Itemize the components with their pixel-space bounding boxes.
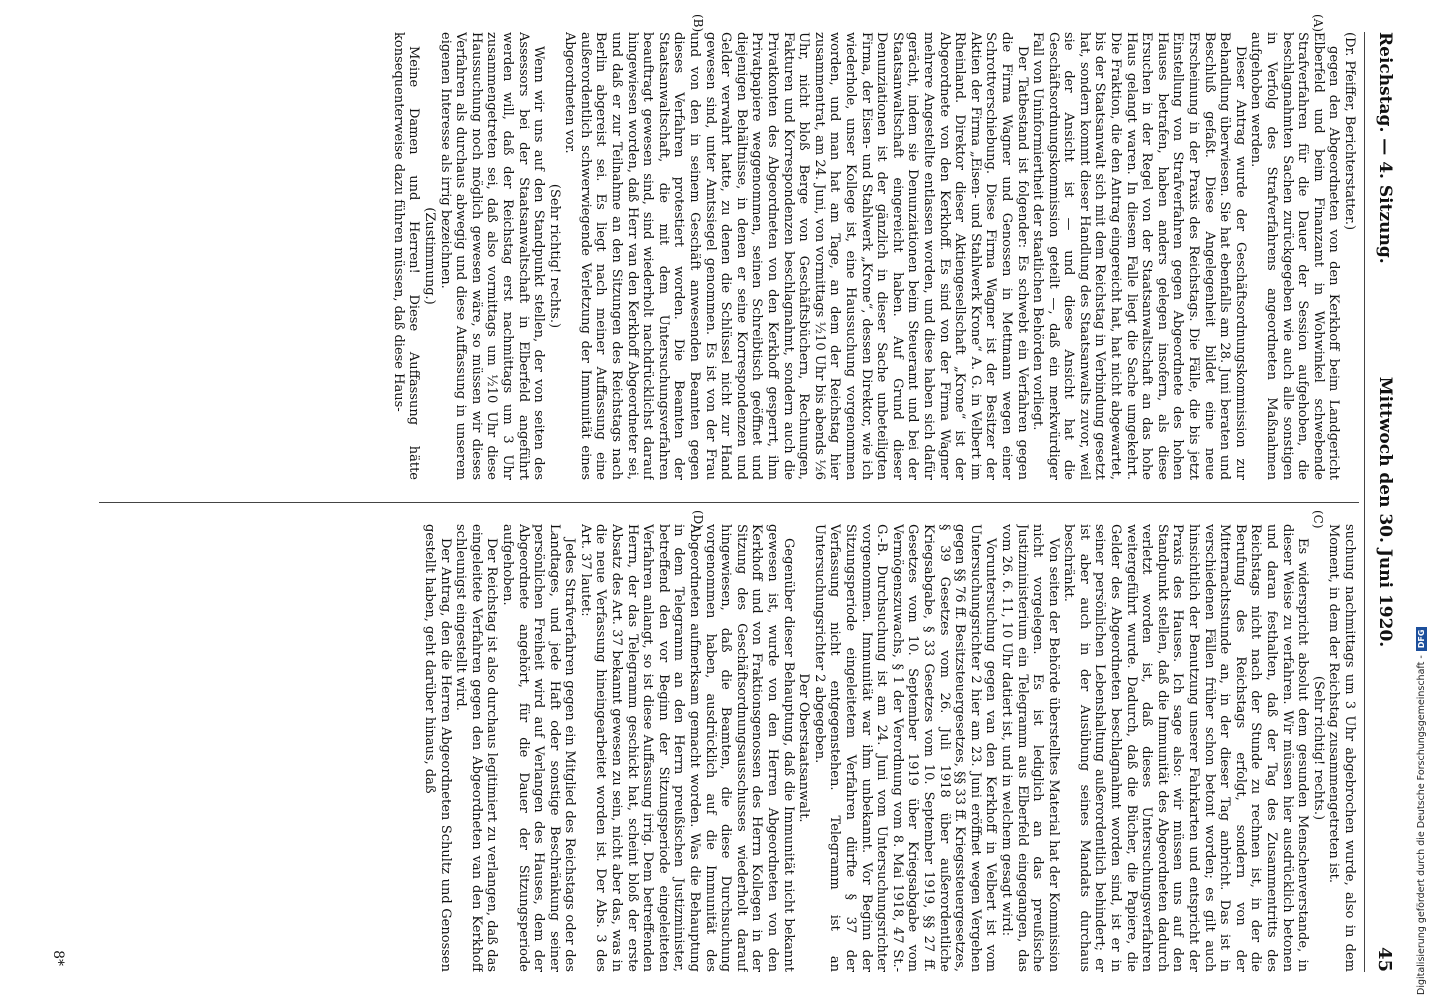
paragraph: Voruntersuchung gegen van den Kerkhoff in Velbert ist vom Untersuchungsrichter 2 hier am 23. Juni eröffnet wegen Vergehen gegen §§ 76 ff. Besitzsteuergesetzes, §§ 33 ff. Kriegssteuergesetzes, § 39 Gesetzes vom 26. Juli 1918 über außerordentliche Kriegsabgabe, § 33 Gesetzes vom 10. September 1919, §§ 27 ff. Gesetzes vom 10. September 1919 über Kriegsabgabe vom Vermögenszuwachs, § 1 der Verordnung vom 8. Mai 1918, 47 St.-G.-B. Durchsuchung ist am 24. Juni vom Untersuchungsrichter vorgenommen. Immunität war ihm unbekannt. Vor Beginn der Sitzungsperiode eingeleitetem Verfahren dürfte § 37 der Verfassung nicht entgegenstehen. Telegramm ist an Untersuchungsrichter 2 abgegeben. bbox=[811, 524, 999, 972]
margin-letter-d: (D) bbox=[691, 510, 705, 529]
margin-letter-c: (C) bbox=[1311, 510, 1325, 529]
running-header bbox=[1369, 32, 1395, 972]
paragraph: (Sehr richtig! rechts.) bbox=[1310, 675, 1326, 821]
paragraph: Der Antrag, den die Herren Abgeordneten Schultz und Genossen gestellt haben, geht darüber hinaus, daß bbox=[421, 524, 453, 972]
paragraph: Dieser Antrag wurde der Geschäftsordnungskommission zur Behandlung überwiesen. Sie hat ebenfalls am 28. Juni beraten und Beschluß gefaßt. Diese Angelegenheit bildet eine neue Erscheinung in der Praxis des Reichstags. Die Fälle, die bis jetzt Einstellung von Strafverfahren gegen Abgeordnete des hohen Hauses betrafen, haben anders gelegen insofern, als diese Ersuchen in der Regel von der Staatsanwaltschaft an das hohe Haus gelangt waren. In diesem Falle liegt die Sache umgekehrt. Die Fraktion, die den Antrag eingereicht hat, hat nicht abgewartet, bis der Staatsanwalt sich mit dem Reichstag in Verbindung gesetzt hat, sondern kommt dieser Handlung des Staatsanwalts zuvor, weil sie der Ansicht ist — und diese Ansicht hat die Geschäftsordnungskommission geteilt —, daß ein merkwürdiger Fall von Uninformiertheit der staatlichen Behörden vorliegt. bbox=[1030, 32, 1248, 480]
header-rule bbox=[1364, 32, 1365, 972]
dfg-side-strip bbox=[1416, 627, 1427, 995]
margin-letter-a: (A) bbox=[1311, 14, 1325, 33]
page-number: 45 bbox=[1374, 946, 1395, 972]
text-column-left bbox=[107, 32, 1357, 480]
dfg-logo: DFG bbox=[1416, 627, 1427, 652]
paragraph: (Zustimmung.) bbox=[421, 207, 437, 305]
paragraph: Meine Damen und Herren! Diese Auffassung hätte konsequenterweise dazu führen müssen, daß diese Haus- bbox=[390, 32, 422, 480]
paragraph: Der Oberstaatsanwalt. bbox=[796, 673, 812, 823]
paragraph: Wenn wir uns auf den Standpunkt stellen, der von seiten des Assessors bei der Staatsanwaltschaft in Elberfeld angeführt werden will, daß der Reichstag erst nachmittags um 3 Uhr zusammengetreten sei, daß also vormittags um ½10 Uhr diese Haussuchung noch möglich gewesen wäre, so müssen wir dieses Verfahren als durchaus abwegig und diese Auffassung in unserem eigenen Interesse als irrig bezeichnen. bbox=[437, 32, 547, 480]
paragraph: Jedes Strafverfahren gegen ein Mitglied des Reichstags oder des Landtages, und jede Haft oder sonstige Beschränkung seiner persönlichen Freiheit wird auf Verlangen des Hauses, dem der Abgeordnete angehört, für die Dauer der Sitzungsperiode aufgehoben. bbox=[499, 524, 578, 972]
paragraph: Der Tatbestand ist folgender: Es schwebt ein Verfahren gegen die Firma Wagner und Genossen in Mettmann wegen einer Schrottverschiebung. Diese Firma Wagner ist der Besitzer der Aktien der Firma „Eisen- und Stahlwerk Krone“ A. G. in Velbert im Rheinland. Direktor dieser Aktiengesellschaft „Krone“ ist der Abgeordnete von den Kerkhoff. Es sind von der Firma Wagner mehrere Angestellte entlassen worden, und diese haben sich dafür gerächt, indem sie Denunziationen beim Steueramt und bei der Staatsanwaltschaft eingereicht haben. Auf Grund dieser Denunziationen ist der gänzlich in dieser Sache unbeteiligten Firma, der Eisen- und Stahlwerk „Krone“, dessen Direktor, wie ich wiederhole, unser Kollege ist, eine Haussuchung vorgenommen worden, und man hat am Tage, an dem der Reichstag hier zusammentrat, am 24. Juni, von vormittags ½10 Uhr bis abends ½6 Uhr, nicht bloß Berge von Geschäftsbüchern, Rechnungen, Fakturen und Korrespondenzen beschlagnahmt, sondern auch die Privatkonten des Abgeordneten von den Kerkhoff gesperrt, ihm Privatpapiere weggenommen, seinen Schreibtisch geöffnet und diejenigen Behältnisse, in denen er seine Korrespondenzen und Gelder verwahrt hatte, zu denen die Schlüssel nicht zur Hand gewesen sind, unter Amtssiegel genommen. Es ist von der Frau und von den in seinem Geschäft anwesenden Beamten gegen dieses Verfahren protestiert worden. Die Beamten der Staatsanwaltschaft, die mit dem Untersuchungsverfahren beauftragt gewesen sind, sind wiederholt nachdrücklichst darauf hingewiesen worden, daß Herr van den Kerkhoff Abgeordneter sei, und daß er zur Teilnahme an den Sitzungen des Reichstags nach Berlin abgereist sei. Es liegt nach meiner Auffassung eine außerordentlich schwerwiegende Verletzung der Immunität eines Abgeordneten vor. bbox=[562, 32, 1030, 480]
paragraph: (Sehr richtig! rechts.) bbox=[546, 183, 562, 329]
signature-mark: 8* bbox=[50, 950, 66, 966]
paragraph: (Dr. Pfeiffer, Berichterstatter.) bbox=[1342, 32, 1357, 231]
paragraph: Gegenüber dieser Behauptung, daß die Immunität nicht bekannt gewesen ist, wurde von den Herren Abgeordneten von den Kerkhoff und von Fraktionsgenossen des Herrn Kollegen in der Sitzung des Geschäftsordnungsausschusses wiederholt darauf hingewiesen, daß die Beamten, die diese Durchsuchung vorgenommen haben, ausdrücklich auf die Immunität des Abgeordneten aufmerksam gemacht worden. Was die Behauptung in dem Telegramm an den Herrn preußischen Justizminister, betreffend den vor Beginn der Sitzungsperiode eingeleiteten Verfahren anlangt, so ist diese Auffassung irrig. Dem betreffenden Herrn, der das Telegramm geschickt hat, scheint bloß der erste Absatz des Art. 37 bekannt gewesen zu sein, nicht aber das, was in die neue Verfassung hineingearbeitet worden ist. Der Abs. 3 des Art. 37 lautet: bbox=[577, 524, 796, 972]
rotated-page-body bbox=[50, 14, 1395, 972]
column-divider bbox=[99, 502, 1359, 503]
dfg-credit-text: Digitalisierung gefördert durch die Deutsche Forschungsgemeinschaft - bbox=[1416, 655, 1427, 995]
paragraph: gegen den Abgeordneten von den Kerkhoff beim Landgericht Elberfeld und beim Finanzamt in Wohwinkel schwebende Strafverfahren für die Dauer der Session aufgehoben, die beschlagnahmten Sachen zurückgegeben wie auch alle sonstigen in Verfolg des Strafverfahrens angeordneten Maßnahmen aufgehoben werden. bbox=[1248, 32, 1342, 480]
paragraph: suchung nachmittags um 3 Uhr abgebrochen wurde, also in dem Moment, in dem der Reichstag zusammengetreten ist. bbox=[1326, 524, 1357, 972]
text-column-right bbox=[107, 524, 1357, 972]
paragraph: Von seiten der Behörde überstelltes Material hat der Kommission nicht vorgelegen. Es ist lediglich an das preußische Justizministerium ein Telegramm aus Elberfeld eingegangen, das vom 26. 6. 11, 10 Uhr datiert ist, und in welchem gesagt wird: bbox=[998, 524, 1061, 972]
paragraph: Es widerspricht absolut dem gesunden Menschenverstande, in dieser Weise zu verfahren. Wir müssen hier ausdrücklich betonen und daran festhalten, daß der Tag des Zusammentritts des Reichstags nicht nach der Stunde zu rechnen ist, in der die Berufung des Reichstags erfolgt, sondern von der Mitternachtsstunde an, in der dieser Tag anbricht. Das ist in verschiedenen Fällen früher schon betont worden; es gilt auch hinsichtlich der Benutzung unserer Fahrkarten und entspricht der Praxis des Hauses. Ich sage also: wir müssen uns auf den Standpunkt stellen, daß die Immunität des Abgeordneten dadurch verletzt worden ist, daß dieses Untersuchungsverfahren weitergeführt wurde. Dadurch, daß die Bücher, die Papiere, die Gelder des Abgeordneten beschlagnahmt worden sind, ist er in seiner persönlichen Lebenshaltung außerordentlich behindert; er ist aber auch in der Ausübung seines Mandats durchaus beschränkt. bbox=[1061, 524, 1311, 972]
paragraph: Der Reichstag ist also durchaus legitimiert zu verlangen, daß das eingeleitete Verfahren gegen den Abgeordneten van den Kerkhoff schleunigst eingestellt wird. bbox=[453, 524, 500, 972]
margin-letter-b: (B) bbox=[691, 14, 705, 33]
header-left: Reichstag. — 4. Sitzung. bbox=[1375, 32, 1395, 264]
header-date: Mittwoch den 30. Juni 1920. bbox=[1375, 376, 1395, 648]
